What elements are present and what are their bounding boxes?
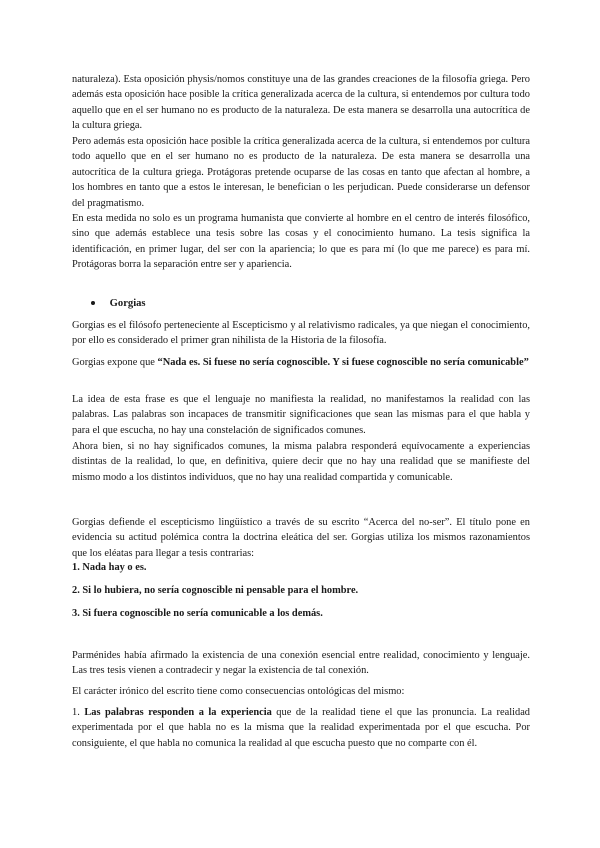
paragraph-consequence-1: 1. Las palabras responden a la experiencia que de la realidad tiene el que las pronuncia. La realidad experimentada por el que habla no es la misma que la realidad experimentada por el que escucha. Por consiguiente, el que habla no comunica la realidad al que escucha puesto que no comparte con él. <box>72 707 530 749</box>
section-heading-gorgias: Gorgias <box>91 296 146 311</box>
thesis-item-1: 1. Nada hay o es. <box>72 562 147 573</box>
paragraph-humanism: En esta medida no solo es un programa humanista que convierte al hombre en el centro de interés filosófico, sino que además establece una tesis sobre las cosas y el conocimiento humano. La tesis significa la identificación, en primer lugar, del ser con la apariencia; lo que es para mí (lo que me parece) es para mí. Protágoras borra la separación entre ser y apariencia. <box>72 213 530 271</box>
paragraph-gorgias-quote: Gorgias expone que “Nada es. Si fuese no sería cognoscible. Y si fuese cognoscible no sería comunicable” <box>72 357 529 368</box>
gorgias-quote: “Nada es. Si fuese no sería cognoscible. Y si fuese cognoscible no sería comunicable” <box>157 357 529 368</box>
paragraph-meanings: Ahora bien, si no hay significados comunes, la misma palabra responderá equívocamente a experiencias distintas de la realidad, lo que, en definitiva, quiere decir que no hay una realidad que se manifieste del mismo modo a los distintos individuos, que no hay una realidad compartida y comunicable. <box>72 441 530 483</box>
paragraph-protagoras: Pero además esta oposición hace posible la crítica generalizada acerca de la cultura, si entendemos por cultura todo aquello que en el ser humano no es producto de la naturaleza. De esta manera se desarrolla una autocrítica de la cultura griega. Protágoras pretende ocuparse de las cosas en tanto que afectan al hombre, a los hombres en tanto que a estos le interesan, le benefician o les perjudican. Puede considerarse un defensor del pragmatismo. <box>72 136 530 209</box>
thesis-item-2: 2. Si lo hubiera, no sería cognoscible ni pensable para el hombre. <box>72 585 359 596</box>
paragraph-physis-nomos: naturaleza). Esta oposición physis/nomos constituye una de las grandes creaciones de la filosofía griega. Pero además esta oposición hace posible la crítica generalizada acerca de la cultura, si entendemos por cultura todo aquello que en el ser humano no es producto de la naturaleza. De esta manera se desarrolla una autocrítica de la cultura griega. <box>72 74 530 132</box>
paragraph-ironic: El carácter irónico del escrito tiene como consecuencias ontológicas del mismo: <box>72 686 405 697</box>
thesis-item-3: 3. Si fuera cognoscible no sería comunicable a los demás. <box>72 608 323 619</box>
paragraph-gorgias-intro: Gorgias es el filósofo perteneciente al Escepticismo y al relativismo radicales, ya que niegan el conocimiento, por ello es considerado el primer gran nihilista de la Historia de la filosofía. <box>72 320 530 347</box>
paragraph-language: La idea de esta frase es que el lenguaje no manifiesta la realidad, no manifestamos la realidad con las palabras. Las palabras son incapaces de transmitir significaciones que sean las mismas para el que habla y para el que escucha, no hay una constelación de significados comunes. <box>72 394 530 436</box>
paragraph-no-ser: Gorgias defiende el escepticismo lingüístico a través de su escrito “Acerca del no-ser”. El título pone en evidencia su actitud polémica contra la doctrina eleática del ser. Gorgias utiliza los mismos razonamientos que los eléatas para llegar a tesis contrarias: <box>72 517 530 559</box>
paragraph-parmenides: Parménides había afirmado la existencia de una conexión esencial entre realidad, conocimiento y lenguaje. Las tres tesis vienen a contradecir y negar la existencia de tal conexión. <box>72 650 530 677</box>
bullet-icon <box>91 301 95 305</box>
